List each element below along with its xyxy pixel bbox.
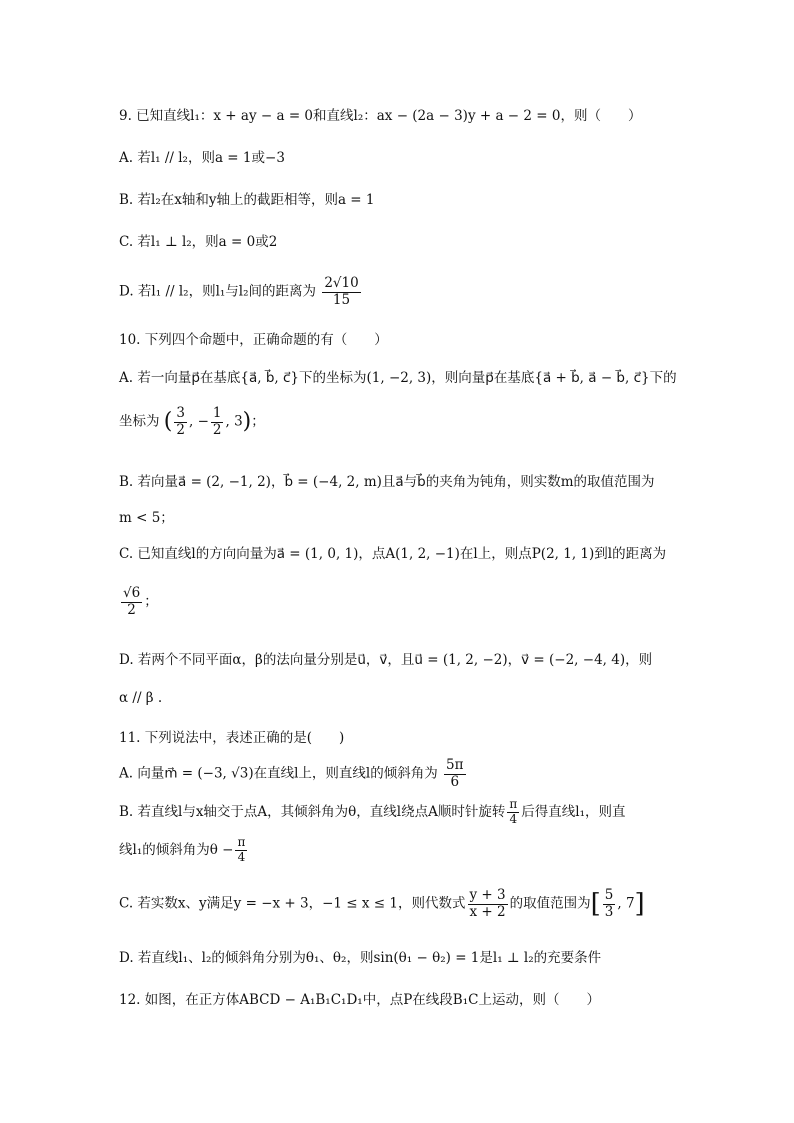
q11-c-range-tail: , 7: [617, 895, 635, 912]
q10-option-b-line2: m < 5；: [119, 510, 174, 526]
q10-option-d-line1: D. 若两个不同平面α，β的法向量分别是u⃗，v⃗，且u⃗ = (1, 2, −2)，v⃗ = (−2, −4, 4)，则: [119, 652, 653, 668]
q11-option-d: D. 若直线l₁、l₂的倾斜角分别为θ₁、θ₂，则sin(θ₁ − θ₂) = 1是l₁ ⊥ l₂的充要条件: [119, 950, 602, 966]
q9-option-d: [119, 276, 363, 308]
q11-option-a: [119, 758, 468, 790]
q11-a-fraction: [444, 758, 465, 790]
q9-d-denominator: 15: [332, 291, 351, 308]
q10-option-c-line1: C. 已知直线l的方向向量为a⃗ = (1, 0, 1)，点A(1, 2, −1)在l上，则点P(2, 1, 1)到l的距离为: [119, 546, 667, 562]
q10-option-d-line2: α // β .: [119, 690, 163, 706]
q11-b-text: B. 若直线l与x轴交于点A，其倾斜角为θ，直线l绕点A顺时针旋转: [119, 803, 506, 820]
q10-a-frac2-den: 2: [212, 421, 222, 438]
q11-a-text: A. 向量m⃗ = (−3, √3)在直线l上，则直线l的倾斜角为: [119, 765, 438, 782]
q12-stem: 12. 如图，在正方体ABCD − A₁B₁C₁D₁中，点P在线段B₁C上运动，则（ ）: [119, 992, 600, 1008]
q9-option-d-fraction: [322, 276, 360, 308]
q10-option-c-line2: [119, 586, 158, 618]
q11-b2-fraction: [235, 836, 247, 865]
q11-c-num: y + 3: [469, 887, 506, 903]
q10-c-fraction: [121, 586, 142, 618]
q11-c-right-bracket: ]: [634, 889, 645, 920]
q11-c-fraction: [468, 888, 508, 920]
q11-a-num: 5π: [446, 757, 464, 773]
q11-b2-text: 线l₁的倾斜角为θ −: [119, 841, 234, 858]
q11-c-left-bracket: [: [590, 889, 601, 920]
q10-option-a-line1: A. 若一向量p⃗在基底{a⃗, b⃗, c⃗}下的坐标为(1, −2, 3)，则向量p⃗在基底{a⃗ + b⃗, a⃗ − b⃗, c⃗}下的: [119, 370, 677, 386]
q10-a-right-paren: ): [242, 409, 252, 435]
q11-c-mid: 的取值范围为: [509, 895, 591, 912]
q10-a-frac1-num: 3: [176, 405, 185, 421]
q10-a-left-paren: (: [163, 409, 173, 435]
q11-b-num: π: [509, 797, 518, 811]
q11-b2-num: π: [237, 835, 246, 849]
q10-option-a-line2: [119, 406, 265, 438]
q10-a-frac2-num: 1: [212, 405, 222, 421]
q10-a-separator: , −: [188, 413, 209, 430]
q11-b2-den: 4: [237, 849, 246, 864]
q10-c-num: √6: [123, 585, 141, 601]
q11-c-text: C. 若实数x、y满足y = −x + 3，−1 ≤ x ≤ 1，则代数式: [119, 895, 466, 912]
q9-option-c: C. 若l₁ ⊥ l₂，则a = 0或2: [119, 234, 278, 250]
q11-b-text-post: 后得直线l₁，则直: [521, 803, 626, 820]
q10-c-end: ；: [144, 593, 158, 610]
q10-a-tail: , 3: [225, 413, 243, 430]
q11-c-range-den: 3: [604, 903, 614, 920]
q10-a-fraction-1: [174, 406, 187, 438]
q10-option-b-line1: B. 若向量a⃗ = (2, −1, 2)，b⃗ = (−4, 2, m)且a⃗与b⃗的夹角为钝角，则实数m的取值范围为: [119, 474, 655, 490]
q9-option-d-text: D. 若l₁ // l₂，则l₁与l₂间的距离为: [119, 283, 317, 300]
q10-a-frac1-den: 2: [176, 421, 185, 438]
q9-stem: 9. 已知直线l₁：x + ay − a = 0和直线l₂：ax − (2a − 3)y + a − 2 = 0，则（ ）: [119, 108, 642, 124]
q11-a-den: 6: [450, 773, 460, 790]
q11-stem: 11. 下列说法中，表述正确的是( ): [119, 730, 345, 746]
q10-c-den: 2: [127, 601, 136, 618]
q10-a-end: ；: [251, 413, 265, 430]
q11-c-range-fraction: [603, 888, 616, 920]
q11-b-fraction: [507, 798, 519, 827]
q9-option-b: B. 若l₂在x轴和y轴上的截距相等，则a = 1: [119, 192, 375, 208]
q10-a-coord-label: 坐标为: [119, 413, 160, 430]
q11-c-range-num: 5: [604, 887, 614, 903]
q9-d-numerator: 2√10: [324, 275, 359, 291]
q11-c-den: x + 2: [469, 903, 506, 920]
q10-a-fraction-2: [211, 406, 224, 438]
q11-option-b-line1: [119, 798, 626, 827]
q11-b-den: 4: [509, 811, 518, 826]
q11-option-b-line2: [119, 836, 249, 865]
q11-option-c: [119, 888, 645, 920]
q9-option-a: A. 若l₁ // l₂，则a = 1或−3: [119, 150, 285, 166]
q10-stem: 10. 下列四个命题中，正确命题的有（ ）: [119, 332, 388, 348]
